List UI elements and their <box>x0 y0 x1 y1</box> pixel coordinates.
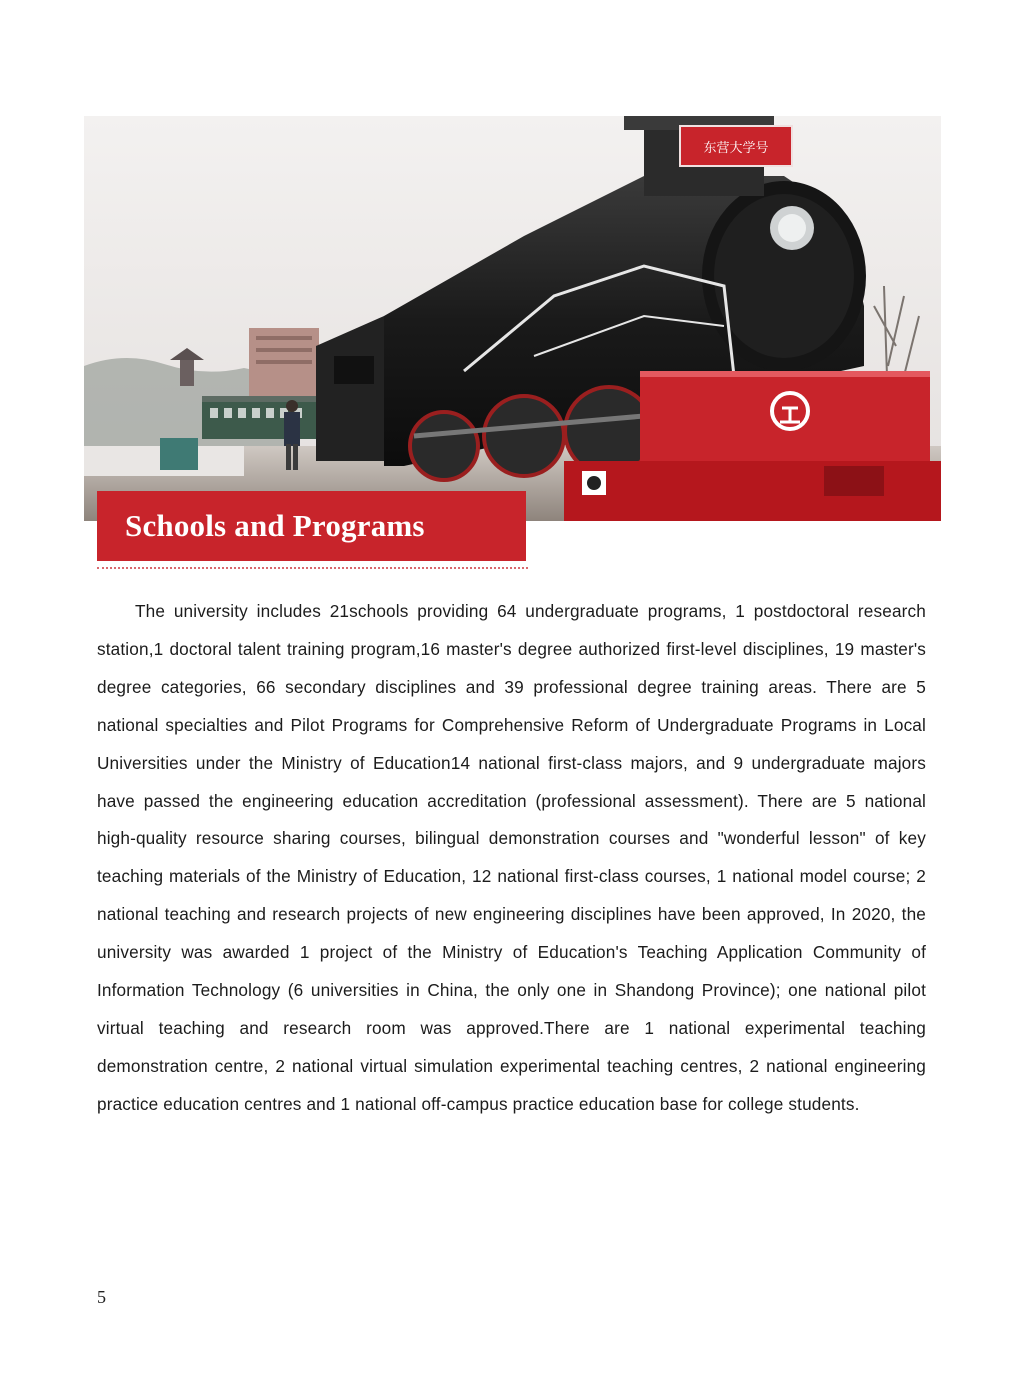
body-paragraph: The university includes 21schools providing 64 undergraduate programs, 1 postdoctoral research station,1 doctoral talent training program,16 master's degree authorized first-level disciplines, 19 master's degree categories, 66 secondary disciplines and 39 professional degree training areas. There are 5 national specialties and Pilot Programs for Comprehensive Reform of Undergraduate Programs in Local Universities under the Ministry of Education14 national first-class majors, and 9 undergraduate majors have passed the engineering education accreditation (professional assessment). There are 5 national high-quality resource sharing courses, bilingual demonstration courses and "wonderful lesson" of key teaching materials of the Ministry of Education, 12 national first-class courses, 1 national model course; 2 national teaching and research projects of new engineering disciplines have been approved, In 2020, the university was awarded 1 project of the Ministry of Education's Teaching Application Community of Information Technology (6 universities in China, the only one in Shandong Province); one national pilot virtual teaching and research room was approved.There are 1 national experimental teaching demonstration centre, 2 national virtual simulation experimental teaching centres, 2 national engineering practice education centres and 1 national off-campus practice education base for college students. <box>97 601 926 1114</box>
page-number: 5 <box>97 1287 106 1307</box>
title-divider <box>97 567 528 569</box>
plate-text: 东营大学号 <box>703 141 769 156</box>
section-title: Schools and Programs <box>125 508 425 543</box>
section-title-box <box>97 491 526 561</box>
locomotive-photo <box>84 116 941 521</box>
